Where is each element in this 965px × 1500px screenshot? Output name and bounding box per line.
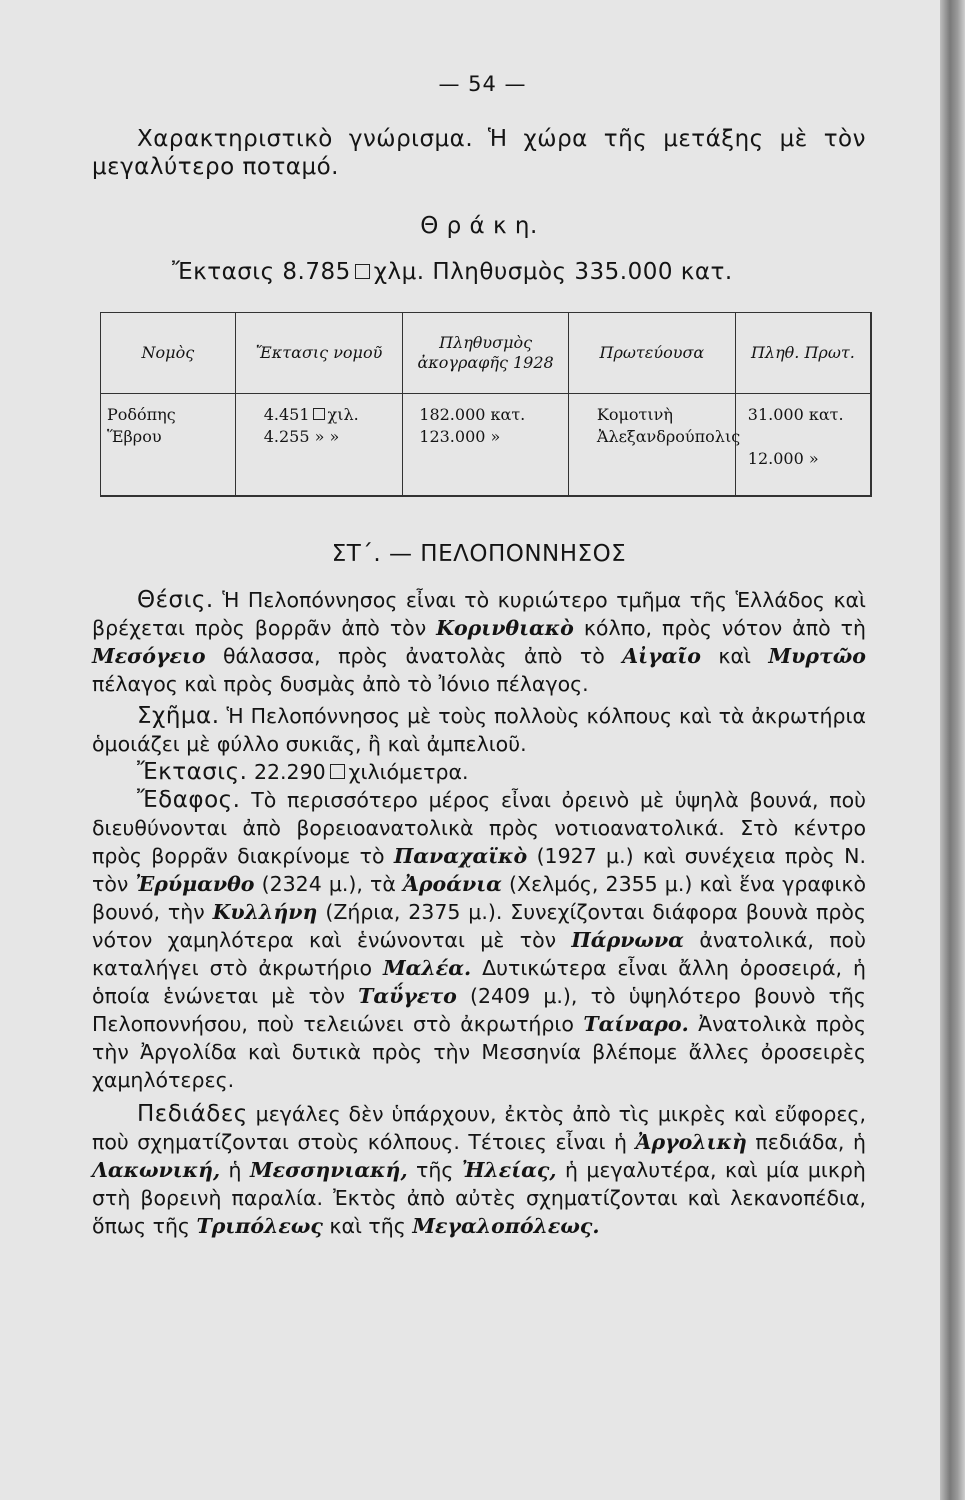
pediades-label: Πεδιάδες — [137, 1101, 248, 1127]
ektasis-label: Ἔκτασις. — [137, 759, 248, 785]
argoliki: Ἀργολικὴ — [635, 1130, 747, 1154]
thesis-label: Θέσις. — [137, 587, 214, 613]
square-symbol — [313, 408, 325, 420]
table-row — [264, 426, 403, 448]
thesis-text: Ἡ Πελοπόννησος εἶναι τὸ κυριώτερο τμῆμα τῆς Ἑλλάδος καὶ βρέχεται πρὸς βορρᾶν ἀπὸ τὸν — [92, 588, 866, 640]
kyllini: Κυλλήνη — [212, 900, 318, 924]
edafos-text: Δυτικώτερα εἶναι ἄλλη ὀροσειρά, ἡ ὁποία ἑνώνεται μὲ τὸν — [92, 956, 866, 1008]
paragraph-edafos — [92, 786, 866, 1094]
myrtoo: Μυρτῶο — [768, 644, 866, 668]
pediades-text: ἡ — [228, 1158, 242, 1182]
ektasis-unit: χιλ. — [327, 405, 359, 424]
parnonas: Πάρνωνα — [571, 928, 684, 952]
pediades-text: πεδιάδα, ἡ — [755, 1130, 866, 1154]
thesis-text: πέλαγος καὶ πρὸς δυσμὰς ἀπὸ τὸ Ἰόνιο πέλαγος. — [92, 672, 589, 696]
aigaio: Αἰγαῖο — [622, 644, 701, 668]
edafos-text: (1927 μ.) καὶ συνέχεια πρὸς Ν. τὸν — [92, 844, 866, 896]
ektasis-value: 4.255 — [263, 427, 310, 446]
paragraph-thesis — [92, 586, 866, 698]
malea: Μαλέα. — [382, 956, 472, 980]
thesis-text: καὶ — [718, 644, 751, 668]
edafos-text: (Χελμός, 2355 μ.) καὶ ἕνα γραφικὸ βουνό, τὴν — [92, 872, 866, 924]
thesis-text: θάλασσα, πρὸς ἀνατολὰς ἀπὸ τὸ — [222, 644, 605, 668]
ektasis-value: 22.290 — [253, 760, 326, 784]
cell-nomoi — [101, 394, 236, 497]
table-row: 123.000 » — [419, 427, 501, 446]
cell-plithysmos — [403, 394, 569, 497]
paragraph-pediades — [92, 1100, 866, 1240]
header-proteuousa: Πρωτεύουσα — [568, 313, 735, 394]
tripoleos: Τριπόλεως — [196, 1214, 323, 1238]
megalopoleos: Μεγαλοπόλεως. — [412, 1214, 600, 1238]
book-spine — [940, 0, 965, 1500]
table-header-row — [101, 313, 872, 394]
thrace-area-before: Ἔκτασις 8.785 — [172, 259, 351, 285]
edafos-text: Ἀνατολικὰ πρὸς τὴν Ἀργολίδα καὶ δυτικὰ πρὸς τὴν Μεσσηνία βλέπομε ἄλλες ὀροσειρὲς χαμηλότερες. — [92, 1012, 866, 1092]
section-title: ΣΤ΄. — ΠΕΛΟΠΟΝΝΗΣΟΣ — [331, 541, 627, 567]
ektasis-unit: χιλιόμετρα. — [348, 760, 469, 784]
pediades-text: καὶ τῆς — [329, 1214, 406, 1238]
table-row: Ἀλεξανδρούπολις — [596, 427, 741, 446]
intro-label: Χαρακτηριστικὸ γνώρισμα. — [137, 126, 474, 152]
thrace-area-line — [172, 258, 872, 286]
thrace-table — [100, 312, 872, 497]
edafos-text: (2409 μ.), τὸ ὑψηλότερο βουνὸ τῆς Πελοποννήσου, ποὺ τελειώνει στὸ ἀκρωτήριο — [92, 984, 866, 1036]
tainaro: Ταίναρο. — [583, 1012, 689, 1036]
table-row — [264, 404, 403, 426]
header-plithysmos: Πληθυσμὸς ἀκογραφῆς 1928 — [403, 313, 569, 394]
pediades-text: τῆς — [416, 1158, 454, 1182]
edafos-text: (Ζήρια, 2375 μ.). Συνεχίζονται διάφορα βουνὰ πρὸς νότον χαμηλότερα καὶ ἑνώνονται μὲ τὸν — [92, 900, 866, 952]
aroania: Ἀροάνια — [403, 872, 502, 896]
cell-pl-prot — [735, 394, 871, 497]
schima-label: Σχῆμα. — [137, 703, 220, 729]
header-ektasis: Ἔκτασις νομοῦ — [235, 313, 403, 394]
header-nomos: Νομὸς — [101, 313, 236, 394]
table-row: Ροδόπης — [107, 405, 176, 424]
square-symbol — [355, 264, 370, 279]
ileias: Ἠλείας, — [461, 1158, 557, 1182]
pediades-text: ἡ μεγαλυτέρα, καὶ μία μικρὴ στὴ βορεινὴ παραλία. Ἐκτὸς ἀπὸ αὐτὲς σχηματίζονται καὶ λεκανοπέδια, ὅπως τῆς — [92, 1158, 866, 1238]
table-row: 31.000 κατ. — [747, 405, 844, 424]
header-pl-prot: Πληθ. Πρωτ. — [735, 313, 871, 394]
edafos-text: ἀνατολικά, ποὺ καταλήγει στὸ ἀκρωτήριο — [92, 928, 866, 980]
pediades-text: μεγάλες δὲν ὑπάρχουν, ἐκτὸς ἀπὸ τὶς μικρὲς καὶ εὔφορες, ποὺ σχηματίζονται στοὺς κόλπους. Τέτοιες εἶναι ἡ — [92, 1102, 866, 1154]
cell-proteuousa — [568, 394, 741, 497]
mesogeios: Μεσόγειο — [92, 644, 206, 668]
thrace-area-after: χλμ. Πληθυσμὸς 335.000 κατ. — [373, 259, 733, 285]
taygetos: Ταΰγετο — [358, 984, 457, 1008]
page-number: — 54 — — [438, 72, 527, 96]
edafos-text: (2324 μ.), τὰ — [261, 872, 396, 896]
panachaiko: Παναχαϊκὸ — [393, 844, 528, 868]
ektasis-value: 4.451 — [263, 405, 310, 424]
body-text — [92, 586, 866, 1240]
paragraph-ektasis — [92, 758, 866, 786]
edafos-label: Ἔδαφος. — [137, 787, 241, 813]
lakoniki: Λακωνική, — [92, 1158, 221, 1182]
ektasis-unit: » » — [314, 427, 340, 446]
table-row: 182.000 κατ. — [419, 405, 526, 424]
edafos-text: Τὸ περισσότερο μέρος εἶναι ὀρεινὸ μὲ ὑψηλὰ βουνά, ποὺ διευθύνονται ἀπὸ βορειοανατολικὰ πρὸς νοτιοανατολικά. Στὸ κέντρο πρὸς βορρᾶν διακρίνομε τὸ — [92, 788, 866, 868]
thesis-text: κόλπο, πρὸς νότον ἀπὸ τὴ — [583, 616, 866, 640]
cell-ektasis — [235, 394, 403, 497]
thrace-title: Θ ρ ά κ η. — [420, 213, 538, 239]
table-row: 12.000 » — [747, 449, 819, 468]
korinthiakos: Κορινθιακὸ — [436, 616, 574, 640]
messiniaki: Μεσσηνιακή, — [249, 1158, 408, 1182]
table-row: Ἕβρου — [107, 427, 162, 446]
schima-text: Ἡ Πελοπόννησος μὲ τοὺς πολλοὺς κόλπους καὶ τὰ ἀκρωτήρια ὁμοιάζει μὲ φύλλο συκιᾶς, ἢ καὶ ἀμπελιοῦ. — [92, 704, 866, 756]
paragraph-schima — [92, 702, 866, 758]
intro-paragraph — [92, 125, 866, 181]
table-row: Κομοτινὴ — [596, 405, 673, 424]
intro-text: Ἡ χώρα τῆς μετάξης μὲ τὸν μεγαλύτερο ποταμό. — [92, 126, 866, 180]
square-symbol — [330, 764, 345, 779]
erymanthos: Ἐρύμανθο — [135, 872, 255, 896]
table-body-row — [101, 394, 872, 497]
